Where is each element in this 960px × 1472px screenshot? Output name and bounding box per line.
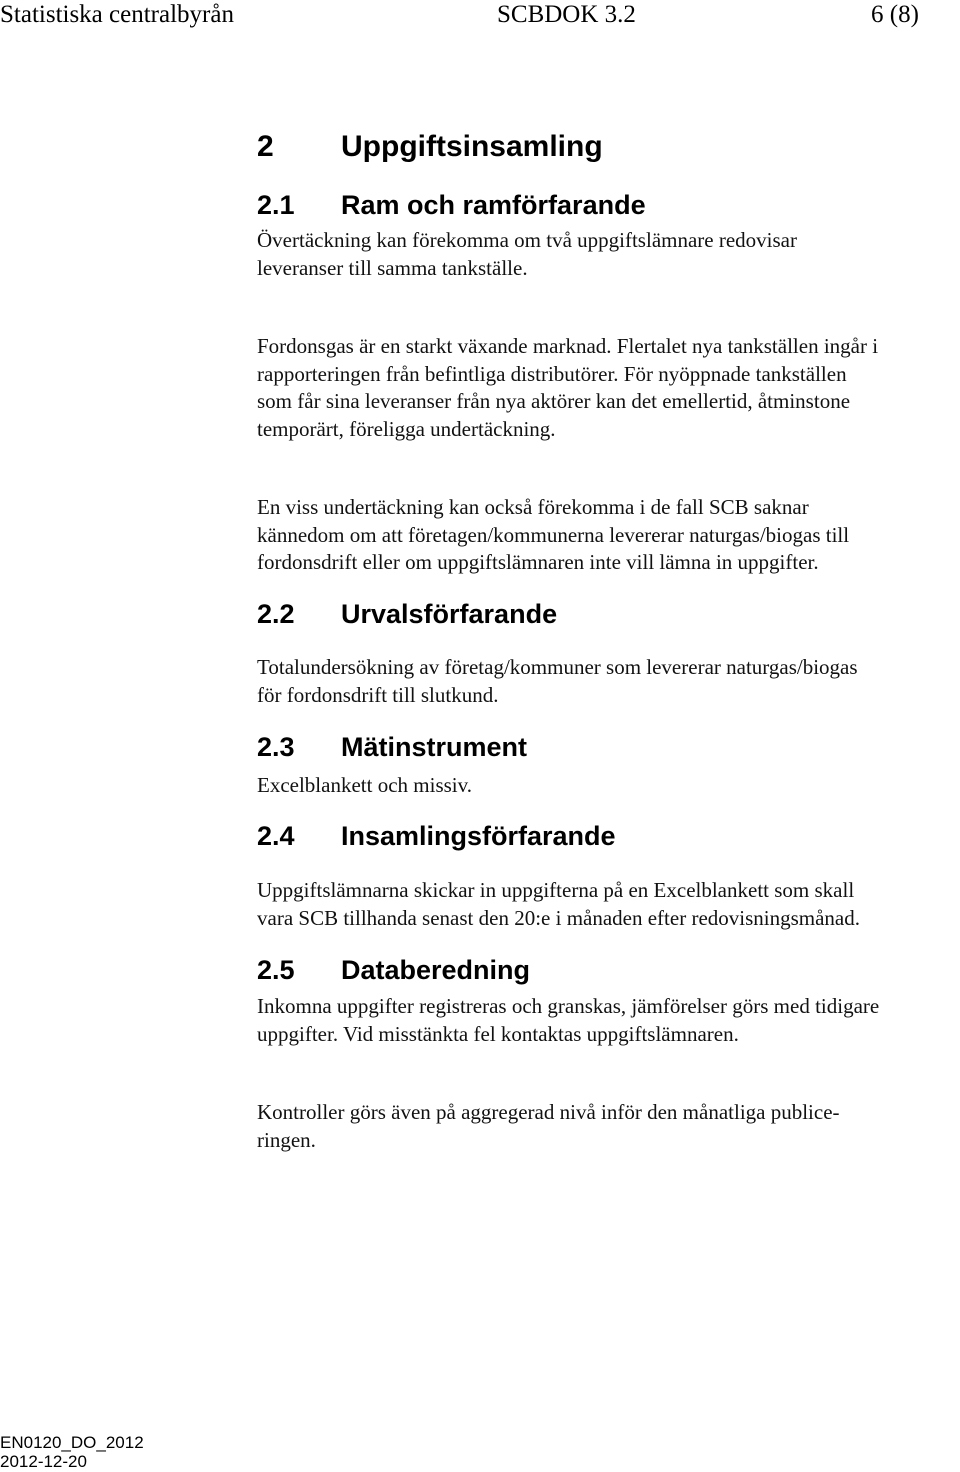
footer-date: 2012-12-20 (0, 1452, 87, 1471)
text-line: kännedom om att företagen/kommunerna levererar naturgas/biogas till (257, 522, 850, 547)
text-line: Övertäckning kan förekomma om två uppgiftslämnare redovisar (257, 228, 797, 252)
section-2-4-heading (257, 820, 616, 852)
text-line: Excelblankett och missiv. (257, 773, 473, 797)
text-line: Kontroller görs även på aggregerad nivå inför den månatliga publice- (257, 1100, 840, 1124)
text-line: Inkomna uppgifter registreras och granskas, jämförelser görs med tidigare (257, 994, 880, 1018)
section-2-1-heading (257, 189, 646, 221)
section-2-5-number: 2.5 (257, 955, 295, 985)
section-2-5-heading (257, 954, 530, 986)
text-line: fordonsdrift eller om uppgiftslämnaren inte vill lämna in uppgifter. (257, 550, 819, 574)
section-2-2-title: Urvalsförfarande (341, 599, 558, 629)
text-line: Uppgiftslämnarna skickar in uppgifterna på en Excelblankett som skall (257, 878, 855, 902)
section-2-1-paragraph-1 (257, 227, 797, 282)
text-line: Fordonsgas är en starkt växande marknad. Flertalet nya tankställen ingår i (257, 334, 879, 358)
text-line: som får sina leveranser från nya aktörer kan det emellertid, åtminstone (257, 389, 851, 413)
section-2-1-number: 2.1 (257, 190, 295, 220)
section-2-3-number: 2.3 (257, 732, 295, 762)
text-line: uppgifter. Vid misstänkta fel kontaktas uppgiftslämnaren. (257, 1021, 739, 1046)
header-page-number: 6 (8) (871, 1, 919, 28)
text-line: rapporteringen från befintliga distributörer. För nyöppnade tankställen (257, 361, 847, 386)
section-2-number: 2 (257, 130, 274, 163)
section-2-5-title: Databeredning (341, 955, 531, 985)
section-2-5-paragraph-2 (257, 1099, 840, 1154)
section-2-4-number: 2.4 (257, 821, 295, 851)
text-line: ringen. (257, 1127, 316, 1152)
section-2-heading (257, 129, 603, 165)
text-line: En viss undertäckning kan också förekomma i de fall SCB saknar (257, 495, 809, 519)
text-line: för fordonsdrift till slutkund. (257, 682, 499, 707)
footer-code: EN0120_DO_2012 (0, 1433, 144, 1452)
section-2-4-paragraph-1 (257, 877, 860, 932)
section-2-4-title: Insamlingsförfarande (341, 821, 616, 851)
section-2-1-paragraph-2 (257, 333, 878, 443)
section-2-5-paragraph-1 (257, 993, 879, 1048)
text-line: Totalundersökning av företag/kommuner som levererar naturgas/biogas (257, 655, 858, 679)
section-2-3-title: Mätinstrument (341, 732, 528, 762)
header-document-id: SCBDOK 3.2 (497, 1, 636, 28)
section-2-3-heading (257, 731, 527, 763)
section-2-title: Uppgiftsinsamling (341, 130, 603, 163)
section-2-1-paragraph-3 (257, 494, 849, 577)
section-2-2-paragraph-1 (257, 654, 858, 709)
section-2-2-number: 2.2 (257, 599, 295, 629)
section-2-2-heading (257, 598, 557, 630)
section-2-3-paragraph-1 (257, 772, 472, 800)
section-2-1-title: Ram och ramförfarande (341, 190, 646, 220)
header-organization: Statistiska centralbyrån (0, 1, 234, 28)
text-line: leveranser till samma tankställe. (257, 255, 528, 280)
text-line: vara SCB tillhanda senast den 20:e i månaden efter redovisningsmånad. (257, 905, 861, 930)
text-line: temporärt, föreligga undertäckning. (257, 416, 556, 441)
